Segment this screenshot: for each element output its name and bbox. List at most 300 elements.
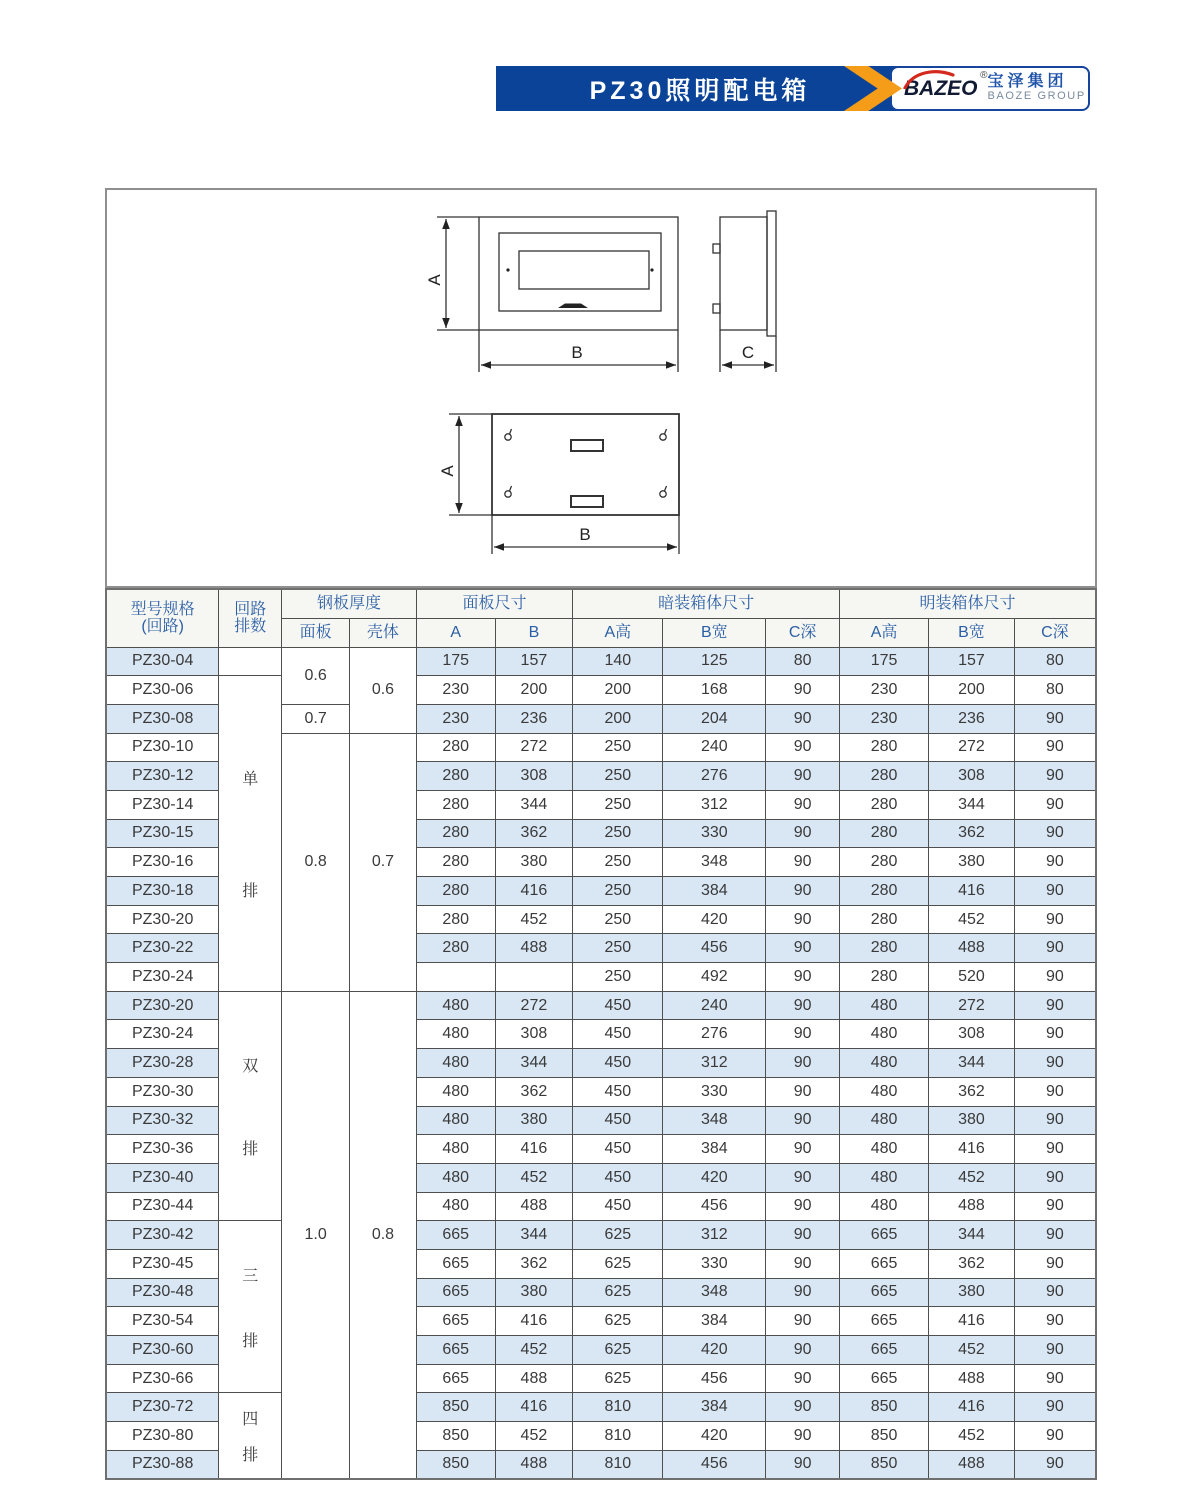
loop-rows-cell: 三 排 <box>219 1221 282 1393</box>
value-cell: 480 <box>416 1020 495 1049</box>
value-cell: 452 <box>929 905 1015 934</box>
value-cell: 480 <box>840 991 929 1020</box>
value-cell: 204 <box>663 704 766 733</box>
value-cell: 362 <box>495 1249 573 1278</box>
model-cell: PZ30-20 <box>106 991 219 1020</box>
value-cell: 90 <box>1014 905 1096 934</box>
model-cell: PZ30-24 <box>106 963 219 992</box>
model-cell: PZ30-32 <box>106 1106 219 1135</box>
value-cell: 452 <box>929 1336 1015 1365</box>
brand-names <box>988 74 1086 102</box>
value-cell: 236 <box>929 704 1015 733</box>
value-cell: 280 <box>840 963 929 992</box>
value-cell: 665 <box>840 1364 929 1393</box>
value-cell: 480 <box>416 1106 495 1135</box>
brand-logo-panel <box>890 66 1090 111</box>
value-cell: 280 <box>840 819 929 848</box>
value-cell: 480 <box>840 1192 929 1221</box>
value-cell: 665 <box>416 1364 495 1393</box>
loop-rows-cell: 双 排 <box>219 991 282 1221</box>
model-cell: PZ30-66 <box>106 1364 219 1393</box>
value-cell: 850 <box>840 1393 929 1422</box>
value-cell: 456 <box>663 1192 766 1221</box>
value-cell: 90 <box>1014 991 1096 1020</box>
value-cell: 280 <box>416 819 495 848</box>
value-cell: 90 <box>766 1422 840 1451</box>
value-cell: 488 <box>929 1192 1015 1221</box>
value-cell: 250 <box>573 762 663 791</box>
value-cell: 90 <box>1014 963 1096 992</box>
table-row <box>106 647 1096 676</box>
value-cell: 250 <box>573 733 663 762</box>
value-cell: 625 <box>573 1307 663 1336</box>
value-cell: 175 <box>416 647 495 676</box>
dim-label-front-a: A <box>425 274 444 286</box>
value-cell: 90 <box>766 762 840 791</box>
value-cell: 348 <box>663 848 766 877</box>
value-cell: 90 <box>1014 1364 1096 1393</box>
value-cell: 488 <box>929 934 1015 963</box>
value-cell: 312 <box>663 1049 766 1078</box>
value-cell: 90 <box>1014 790 1096 819</box>
table-row <box>106 1393 1096 1422</box>
value-cell: 157 <box>495 647 573 676</box>
value-cell: 480 <box>840 1106 929 1135</box>
value-cell: 308 <box>495 762 573 791</box>
value-cell: 452 <box>929 1422 1015 1451</box>
value-cell: 362 <box>929 819 1015 848</box>
value-cell: 90 <box>1014 1135 1096 1164</box>
value-cell: 344 <box>929 1221 1015 1250</box>
value-cell: 450 <box>573 1106 663 1135</box>
value-cell: 488 <box>929 1450 1015 1479</box>
dim-label-back-a: A <box>438 465 457 477</box>
value-cell: 850 <box>416 1450 495 1479</box>
model-cell: PZ30-16 <box>106 848 219 877</box>
value-cell: 488 <box>495 1192 573 1221</box>
col-header-panel-size: 面板尺寸 <box>416 589 572 618</box>
col-header-concealed-c: C深 <box>766 618 840 647</box>
value-cell: 420 <box>663 1163 766 1192</box>
col-header-steel-thickness: 钢板厚度 <box>282 589 417 618</box>
value-cell: 348 <box>663 1106 766 1135</box>
dim-label-front-b: B <box>571 343 583 362</box>
value-cell: 810 <box>573 1422 663 1451</box>
value-cell: 384 <box>663 1135 766 1164</box>
panel-thickness-cell: 1.0 <box>282 991 350 1479</box>
value-cell: 90 <box>1014 1336 1096 1365</box>
value-cell: 250 <box>573 790 663 819</box>
value-cell: 90 <box>1014 1393 1096 1422</box>
model-cell: PZ30-45 <box>106 1249 219 1278</box>
value-cell: 90 <box>1014 1249 1096 1278</box>
value-cell: 90 <box>1014 1221 1096 1250</box>
value-cell: 420 <box>663 905 766 934</box>
value-cell: 480 <box>840 1077 929 1106</box>
value-cell: 175 <box>840 647 929 676</box>
value-cell: 90 <box>1014 1163 1096 1192</box>
value-cell: 90 <box>1014 877 1096 906</box>
value-cell: 665 <box>840 1221 929 1250</box>
value-cell: 416 <box>495 1307 573 1336</box>
value-cell: 452 <box>929 1163 1015 1192</box>
col-header-a: A <box>416 618 495 647</box>
value-cell: 90 <box>766 1192 840 1221</box>
value-cell: 456 <box>663 934 766 963</box>
value-cell: 90 <box>766 905 840 934</box>
value-cell: 384 <box>663 877 766 906</box>
value-cell: 480 <box>416 1049 495 1078</box>
value-cell: 480 <box>416 1192 495 1221</box>
value-cell: 312 <box>663 1221 766 1250</box>
shell-thickness-cell: 0.8 <box>350 991 417 1479</box>
value-cell: 665 <box>840 1336 929 1365</box>
value-cell: 665 <box>840 1278 929 1307</box>
col-header-concealed-b: B宽 <box>663 618 766 647</box>
value-cell: 450 <box>573 1192 663 1221</box>
value-cell: 125 <box>663 647 766 676</box>
table-row <box>106 1221 1096 1250</box>
loop-rows-cell: 单 排 <box>219 676 282 992</box>
value-cell: 230 <box>840 704 929 733</box>
value-cell: 90 <box>766 1307 840 1336</box>
value-cell: 90 <box>766 704 840 733</box>
value-cell: 276 <box>663 1020 766 1049</box>
value-cell: 450 <box>573 1163 663 1192</box>
value-cell: 416 <box>929 877 1015 906</box>
value-cell: 272 <box>929 991 1015 1020</box>
value-cell: 250 <box>573 877 663 906</box>
model-cell: PZ30-14 <box>106 790 219 819</box>
model-cell: PZ30-20 <box>106 905 219 934</box>
value-cell: 90 <box>766 1393 840 1422</box>
value-cell: 90 <box>766 819 840 848</box>
value-cell: 90 <box>1014 934 1096 963</box>
value-cell: 250 <box>573 905 663 934</box>
page-title: PZ30照明配电箱 <box>589 76 811 105</box>
col-header-concealed-size: 暗装箱体尺寸 <box>573 589 840 618</box>
logo-wordmark: BAZEO <box>904 76 978 100</box>
value-cell: 90 <box>1014 1450 1096 1479</box>
value-cell: 250 <box>573 963 663 992</box>
value-cell: 90 <box>1014 1077 1096 1106</box>
value-cell: 488 <box>495 1364 573 1393</box>
value-cell: 90 <box>1014 733 1096 762</box>
value-cell: 280 <box>416 905 495 934</box>
title-bar <box>496 66 904 111</box>
value-cell: 240 <box>663 733 766 762</box>
value-cell: 90 <box>1014 704 1096 733</box>
value-cell: 480 <box>840 1135 929 1164</box>
table-row <box>106 991 1096 1020</box>
value-cell: 280 <box>416 877 495 906</box>
value-cell: 810 <box>573 1393 663 1422</box>
value-cell: 90 <box>1014 848 1096 877</box>
model-cell: PZ30-24 <box>106 1020 219 1049</box>
value-cell: 362 <box>495 1077 573 1106</box>
shell-thickness-cell: 0.7 <box>350 733 417 991</box>
value-cell: 452 <box>495 1163 573 1192</box>
value-cell: 236 <box>495 704 573 733</box>
technical-drawing <box>107 190 1095 586</box>
value-cell: 450 <box>573 1020 663 1049</box>
value-cell: 850 <box>840 1422 929 1451</box>
value-cell: 456 <box>663 1450 766 1479</box>
value-cell: 90 <box>766 1163 840 1192</box>
value-cell: 90 <box>1014 1106 1096 1135</box>
value-cell: 665 <box>416 1249 495 1278</box>
value-cell: 450 <box>573 1077 663 1106</box>
value-cell: 362 <box>929 1249 1015 1278</box>
value-cell: 230 <box>840 676 929 705</box>
value-cell: 450 <box>573 1049 663 1078</box>
value-cell: 280 <box>416 790 495 819</box>
model-cell: PZ30-42 <box>106 1221 219 1250</box>
value-cell: 280 <box>416 848 495 877</box>
value-cell: 250 <box>573 934 663 963</box>
value-cell: 80 <box>766 647 840 676</box>
value-cell: 384 <box>663 1307 766 1336</box>
value-cell: 488 <box>495 934 573 963</box>
model-cell: PZ30-54 <box>106 1307 219 1336</box>
spec-table <box>105 588 1097 1480</box>
value-cell: 416 <box>929 1135 1015 1164</box>
value-cell: 380 <box>495 1106 573 1135</box>
col-header-concealed-a: A高 <box>573 618 663 647</box>
value-cell: 80 <box>1014 676 1096 705</box>
brand-name-cn: 宝泽集团 <box>987 73 1068 91</box>
brand-name-en: BAOZE GROUP <box>987 90 1086 103</box>
value-cell: 344 <box>929 1049 1015 1078</box>
value-cell: 280 <box>416 733 495 762</box>
value-cell: 450 <box>573 1135 663 1164</box>
model-cell: PZ30-60 <box>106 1336 219 1365</box>
value-cell: 665 <box>416 1307 495 1336</box>
value-cell: 665 <box>840 1249 929 1278</box>
value-cell: 280 <box>416 934 495 963</box>
value-cell: 480 <box>840 1049 929 1078</box>
value-cell: 625 <box>573 1221 663 1250</box>
value-cell: 90 <box>1014 1307 1096 1336</box>
model-cell: PZ30-06 <box>106 676 219 705</box>
loop-rows-cell: 四 排 <box>219 1393 282 1479</box>
value-cell: 625 <box>573 1249 663 1278</box>
model-cell: PZ30-44 <box>106 1192 219 1221</box>
value-cell: 344 <box>495 1221 573 1250</box>
value-cell: 200 <box>495 676 573 705</box>
col-header-panel: 面板 <box>282 618 350 647</box>
model-cell: PZ30-12 <box>106 762 219 791</box>
value-cell: 330 <box>663 819 766 848</box>
value-cell: 480 <box>416 991 495 1020</box>
value-cell: 488 <box>495 1450 573 1479</box>
value-cell: 456 <box>663 1364 766 1393</box>
model-cell: PZ30-88 <box>106 1450 219 1479</box>
value-cell: 380 <box>929 848 1015 877</box>
col-header-surface-c: C深 <box>1014 618 1096 647</box>
value-cell: 90 <box>1014 1278 1096 1307</box>
value-cell: 90 <box>766 1249 840 1278</box>
value-cell: 90 <box>766 991 840 1020</box>
model-cell: PZ30-72 <box>106 1393 219 1422</box>
value-cell: 250 <box>573 848 663 877</box>
col-header-surface-b: B宽 <box>929 618 1015 647</box>
dim-label-side-c: C <box>741 343 755 362</box>
registered-mark: ® <box>980 69 988 81</box>
value-cell: 168 <box>663 676 766 705</box>
value-cell: 272 <box>495 733 573 762</box>
value-cell: 200 <box>573 704 663 733</box>
value-cell: 348 <box>663 1278 766 1307</box>
value-cell: 90 <box>766 1049 840 1078</box>
col-header-shell: 壳体 <box>350 618 417 647</box>
value-cell: 520 <box>929 963 1015 992</box>
value-cell: 90 <box>766 1336 840 1365</box>
model-cell: PZ30-04 <box>106 647 219 676</box>
value-cell: 480 <box>840 1020 929 1049</box>
panel-thickness-cell: 0.6 <box>282 647 350 704</box>
model-cell: PZ30-10 <box>106 733 219 762</box>
value-cell: 276 <box>663 762 766 791</box>
value-cell: 308 <box>929 762 1015 791</box>
value-cell: 272 <box>929 733 1015 762</box>
value-cell: 280 <box>840 762 929 791</box>
shell-thickness-cell: 0.6 <box>350 647 417 733</box>
value-cell: 452 <box>495 1336 573 1365</box>
value-cell: 90 <box>1014 1020 1096 1049</box>
value-cell: 90 <box>1014 762 1096 791</box>
col-header-surface-size: 明装箱体尺寸 <box>840 589 1096 618</box>
value-cell: 416 <box>495 1393 573 1422</box>
value-cell: 90 <box>766 1077 840 1106</box>
value-cell: 850 <box>840 1450 929 1479</box>
value-cell: 90 <box>766 1364 840 1393</box>
value-cell: 665 <box>416 1336 495 1365</box>
value-cell: 850 <box>416 1393 495 1422</box>
spec-table-body <box>106 647 1096 1479</box>
value-cell: 488 <box>929 1364 1015 1393</box>
model-cell: PZ30-40 <box>106 1163 219 1192</box>
value-cell: 380 <box>495 1278 573 1307</box>
value-cell: 140 <box>573 647 663 676</box>
value-cell: 344 <box>495 1049 573 1078</box>
value-cell: 625 <box>573 1278 663 1307</box>
value-cell: 416 <box>495 877 573 906</box>
value-cell: 90 <box>766 1106 840 1135</box>
value-cell: 308 <box>495 1020 573 1049</box>
value-cell: 344 <box>929 790 1015 819</box>
model-cell: PZ30-48 <box>106 1278 219 1307</box>
value-cell: 90 <box>766 1020 840 1049</box>
value-cell: 80 <box>1014 647 1096 676</box>
header-banner <box>496 66 1090 111</box>
value-cell: 280 <box>840 848 929 877</box>
col-header-b: B <box>495 618 573 647</box>
value-cell: 850 <box>416 1422 495 1451</box>
model-cell: PZ30-36 <box>106 1135 219 1164</box>
value-cell: 90 <box>766 1221 840 1250</box>
value-cell: 90 <box>766 1278 840 1307</box>
value-cell: 362 <box>495 819 573 848</box>
model-cell: PZ30-08 <box>106 704 219 733</box>
value-cell: 280 <box>840 733 929 762</box>
value-cell: 230 <box>416 704 495 733</box>
value-cell: 90 <box>766 963 840 992</box>
value-cell: 330 <box>663 1249 766 1278</box>
value-cell: 330 <box>663 1077 766 1106</box>
value-cell: 416 <box>929 1393 1015 1422</box>
value-cell: 272 <box>495 991 573 1020</box>
col-header-model: 型号规格 (回路) <box>106 589 219 647</box>
col-header-surface-a: A高 <box>840 618 929 647</box>
value-cell: 230 <box>416 676 495 705</box>
value-cell: 492 <box>663 963 766 992</box>
model-cell: PZ30-28 <box>106 1049 219 1078</box>
value-cell: 280 <box>416 762 495 791</box>
value-cell: 157 <box>929 647 1015 676</box>
value-cell: 420 <box>663 1422 766 1451</box>
value-cell: 90 <box>1014 1192 1096 1221</box>
value-cell: 450 <box>573 991 663 1020</box>
value-cell: 384 <box>663 1393 766 1422</box>
value-cell: 420 <box>663 1336 766 1365</box>
value-cell: 810 <box>573 1450 663 1479</box>
value-cell: 665 <box>416 1221 495 1250</box>
model-cell: PZ30-80 <box>106 1422 219 1451</box>
value-cell: 665 <box>840 1307 929 1336</box>
bazeo-logo-icon <box>904 69 988 104</box>
value-cell: 362 <box>929 1077 1015 1106</box>
value-cell: 200 <box>929 676 1015 705</box>
value-cell: 250 <box>573 819 663 848</box>
value-cell: 480 <box>416 1135 495 1164</box>
value-cell: 452 <box>495 1422 573 1451</box>
value-cell: 280 <box>840 934 929 963</box>
value-cell: 90 <box>766 676 840 705</box>
loop-rows-cell <box>219 647 282 676</box>
value-cell: 280 <box>840 790 929 819</box>
value-cell: 90 <box>1014 1049 1096 1078</box>
value-cell: 90 <box>766 848 840 877</box>
value-cell: 240 <box>663 991 766 1020</box>
value-cell: 416 <box>929 1307 1015 1336</box>
value-cell: 90 <box>766 1135 840 1164</box>
value-cell: 452 <box>495 905 573 934</box>
panel-thickness-cell: 0.7 <box>282 704 350 733</box>
value-cell: 380 <box>929 1106 1015 1135</box>
value-cell: 90 <box>766 877 840 906</box>
value-cell: 90 <box>1014 819 1096 848</box>
value-cell: 90 <box>1014 1422 1096 1451</box>
dim-label-back-b: B <box>579 525 591 544</box>
value-cell: 90 <box>766 733 840 762</box>
col-header-loop-rows: 回路 排数 <box>219 589 282 647</box>
value-cell <box>416 963 495 992</box>
spec-table-header <box>106 589 1096 647</box>
technical-drawing-panel <box>105 188 1097 588</box>
value-cell: 344 <box>495 790 573 819</box>
value-cell: 200 <box>573 676 663 705</box>
value-cell: 625 <box>573 1364 663 1393</box>
value-cell: 380 <box>495 848 573 877</box>
table-row <box>106 676 1096 705</box>
value-cell: 416 <box>495 1135 573 1164</box>
value-cell <box>495 963 573 992</box>
value-cell: 90 <box>766 934 840 963</box>
value-cell: 480 <box>840 1163 929 1192</box>
value-cell: 280 <box>840 905 929 934</box>
model-cell: PZ30-15 <box>106 819 219 848</box>
